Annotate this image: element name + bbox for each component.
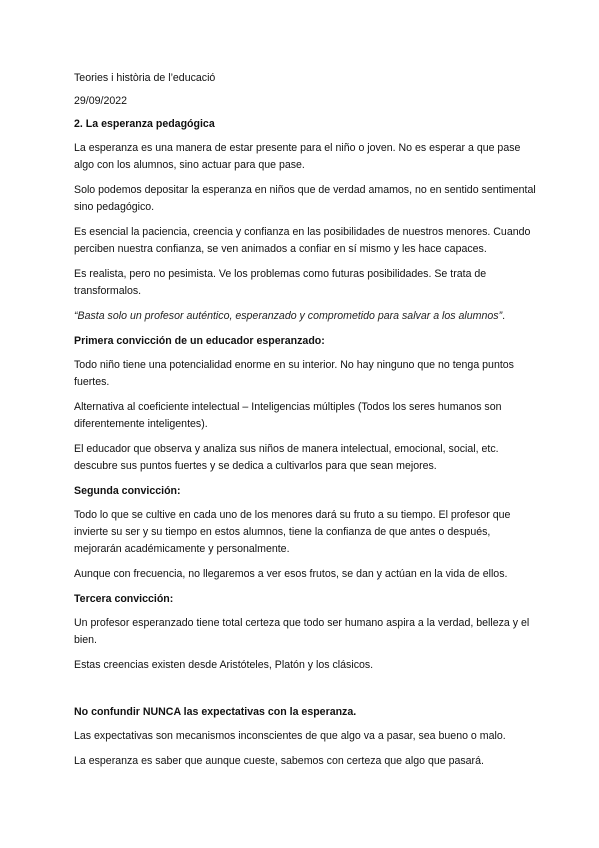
document-date: 29/09/2022 xyxy=(74,95,128,107)
closing-paragraph: La esperanza es saber que aunque cueste, sabemos con certeza que algo que pasará. xyxy=(74,755,484,767)
third-conviction-paragraph: Un profesor esperanzado tiene total certeza que todo ser humano aspira a la verdad, belleza y el bien. xyxy=(74,617,530,646)
second-conviction-heading: Segunda convicción: xyxy=(74,485,181,497)
first-conviction-paragraph: El educador que observa y analiza sus niños de manera intelectual, emocional, social, etc. descubre sus puntos fuertes y se dedica a cultivarlos para que sean mejores. xyxy=(74,443,499,472)
document-body xyxy=(74,70,536,778)
intro-paragraph: Es esencial la paciencia, creencia y confianza en las posibilidades de nuestros menores. Cuando perciben nuestra confianza, se ven animados a confiar en sí mismo y les hace capaces. xyxy=(74,226,531,255)
section-title: 2. La esperanza pedagógica xyxy=(74,118,215,130)
intro-paragraph: Solo podemos depositar la esperanza en niños que de verdad amamos, no en sentido sentimental sino pedagógico. xyxy=(74,184,536,213)
blank-spacer xyxy=(74,682,536,704)
quote-paragraph xyxy=(74,308,536,325)
quote-end: . xyxy=(502,310,506,322)
intro-paragraph: Es realista, pero no pesimista. Ve los problemas como futuras posibilidades. Se trata de transformalos. xyxy=(74,268,487,297)
closing-heading: No confundir NUNCA las expectativas con la esperanza. xyxy=(74,706,357,718)
closing-paragraph: Las expectativas son mecanismos inconscientes de que algo va a pasar, sea bueno o malo. xyxy=(74,730,506,742)
third-conviction-heading: Tercera convicción: xyxy=(74,593,174,605)
first-conviction-paragraph: Todo niño tiene una potencialidad enorme en su interior. No hay ninguno que no tenga puntos fuertes. xyxy=(74,359,514,388)
course-title: Teories i història de l’educació xyxy=(74,72,216,84)
first-conviction-paragraph: Alternativa al coeficiente intelectual – Inteligencias múltiples (Todos los seres humanos son diferentemente inteligentes). xyxy=(74,401,502,430)
intro-paragraph: La esperanza es una manera de estar presente para el niño o joven. No es esperar a que pase algo con los alumnos, sino actuar para que pase. xyxy=(74,142,521,171)
quote-text: “Basta solo un profesor auténtico, esperanzado y comprometido para salvar a los alumnos” xyxy=(74,310,503,322)
first-conviction-heading: Primera convicción de un educador esperanzado: xyxy=(74,335,325,347)
second-conviction-paragraph: Aunque con frecuencia, no llegaremos a ver esos frutos, se dan y actúan en la vida de ellos. xyxy=(74,568,508,580)
third-conviction-paragraph: Estas creencias existen desde Aristóteles, Platón y los clásicos. xyxy=(74,659,374,671)
second-conviction-paragraph: Todo lo que se cultive en cada uno de los menores dará su fruto a su tiempo. El profesor que invierte su ser y su tiempo en estos alumnos, tiene la confianza de que antes o después, mejorarán académicamente y personalmente. xyxy=(74,509,511,555)
